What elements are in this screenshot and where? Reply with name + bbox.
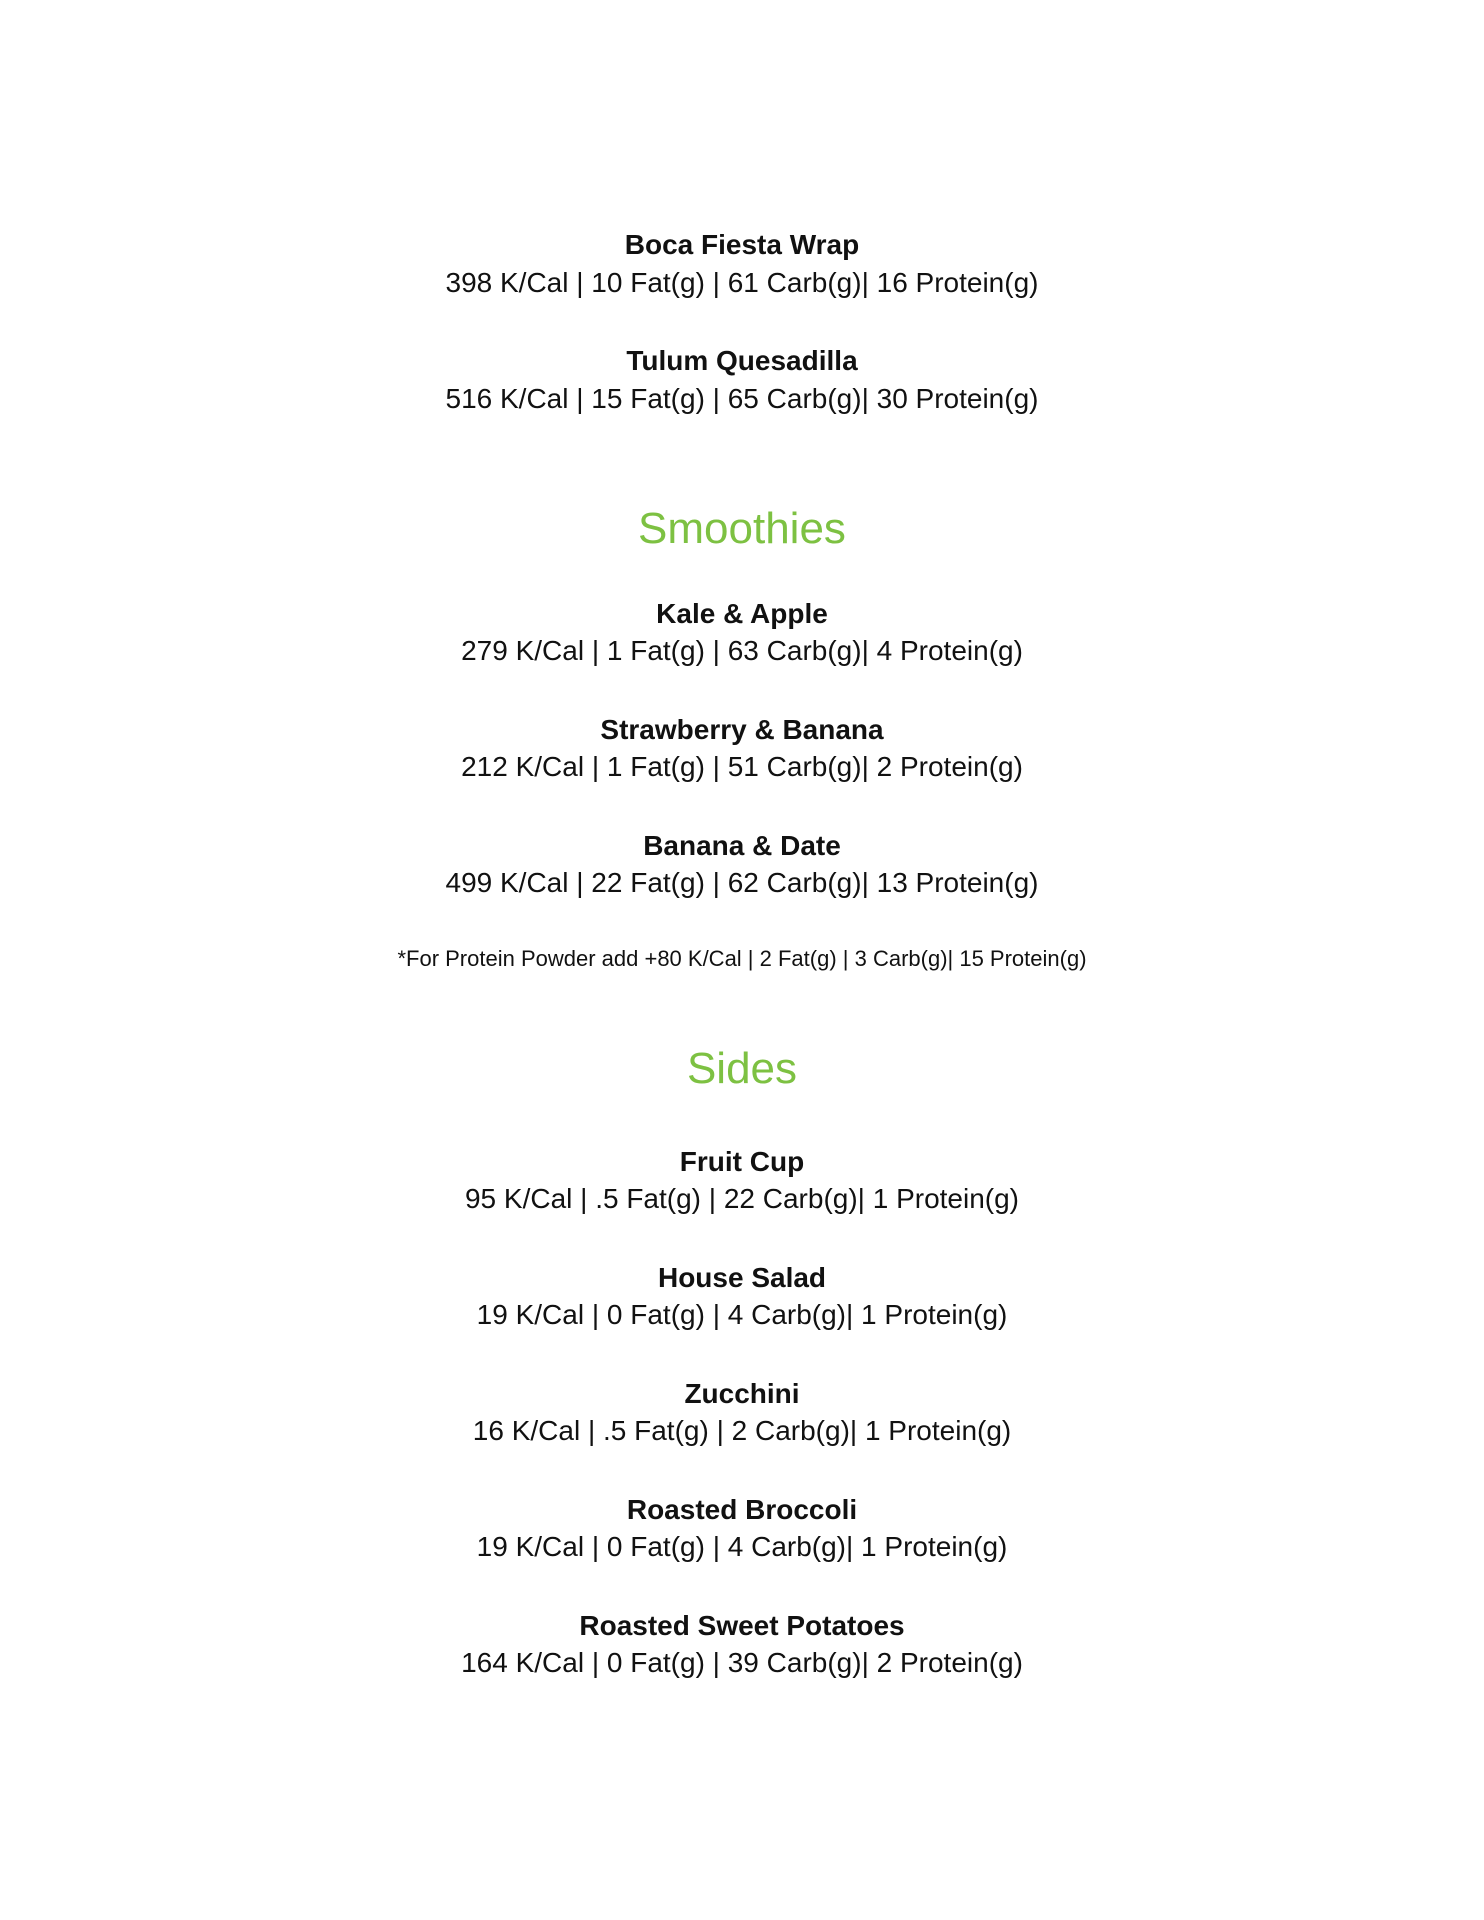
item-stats: 212 K/Cal | 1 Fat(g) | 51 Carb(g)| 2 Protein(g) [461,751,1023,782]
item-name: Fruit Cup [679,1146,805,1177]
section-title-smoothies: Smoothies [638,504,846,553]
section-title-sides: Sides [686,1044,798,1093]
item-stats: 16 K/Cal | .5 Fat(g) | 2 Carb(g)| 1 Protein(g) [472,1415,1012,1446]
item-stats: 398 K/Cal | 10 Fat(g) | 61 Carb(g)| 16 Protein(g) [445,267,1039,298]
item-stats: 516 K/Cal | 15 Fat(g) | 65 Carb(g)| 30 Protein(g) [445,383,1039,414]
item-stats: 164 K/Cal | 0 Fat(g) | 39 Carb(g)| 2 Protein(g) [461,1647,1023,1678]
item-name: Roasted Broccoli [626,1494,858,1525]
item-name: Zucchini [684,1378,800,1409]
item-name: Boca Fiesta Wrap [624,229,860,260]
protein-powder-footnote: *For Protein Powder add +80 K/Cal | 2 Fat(g) | 3 Carb(g)| 15 Protein(g) [397,946,1087,971]
item-name: Tulum Quesadilla [626,345,858,376]
item-name: House Salad [657,1262,827,1293]
item-stats: 499 K/Cal | 22 Fat(g) | 62 Carb(g)| 13 Protein(g) [445,867,1039,898]
item-stats: 95 K/Cal | .5 Fat(g) | 22 Carb(g)| 1 Protein(g) [464,1183,1020,1214]
item-name: Roasted Sweet Potatoes [579,1610,905,1641]
item-stats: 19 K/Cal | 0 Fat(g) | 4 Carb(g)| 1 Protein(g) [476,1299,1008,1330]
item-stats: 279 K/Cal | 1 Fat(g) | 63 Carb(g)| 4 Protein(g) [461,635,1023,666]
item-name: Kale & Apple [656,598,828,629]
item-name: Banana & Date [643,830,841,861]
item-stats: 19 K/Cal | 0 Fat(g) | 4 Carb(g)| 1 Protein(g) [476,1531,1008,1562]
item-name: Strawberry & Banana [600,714,884,745]
